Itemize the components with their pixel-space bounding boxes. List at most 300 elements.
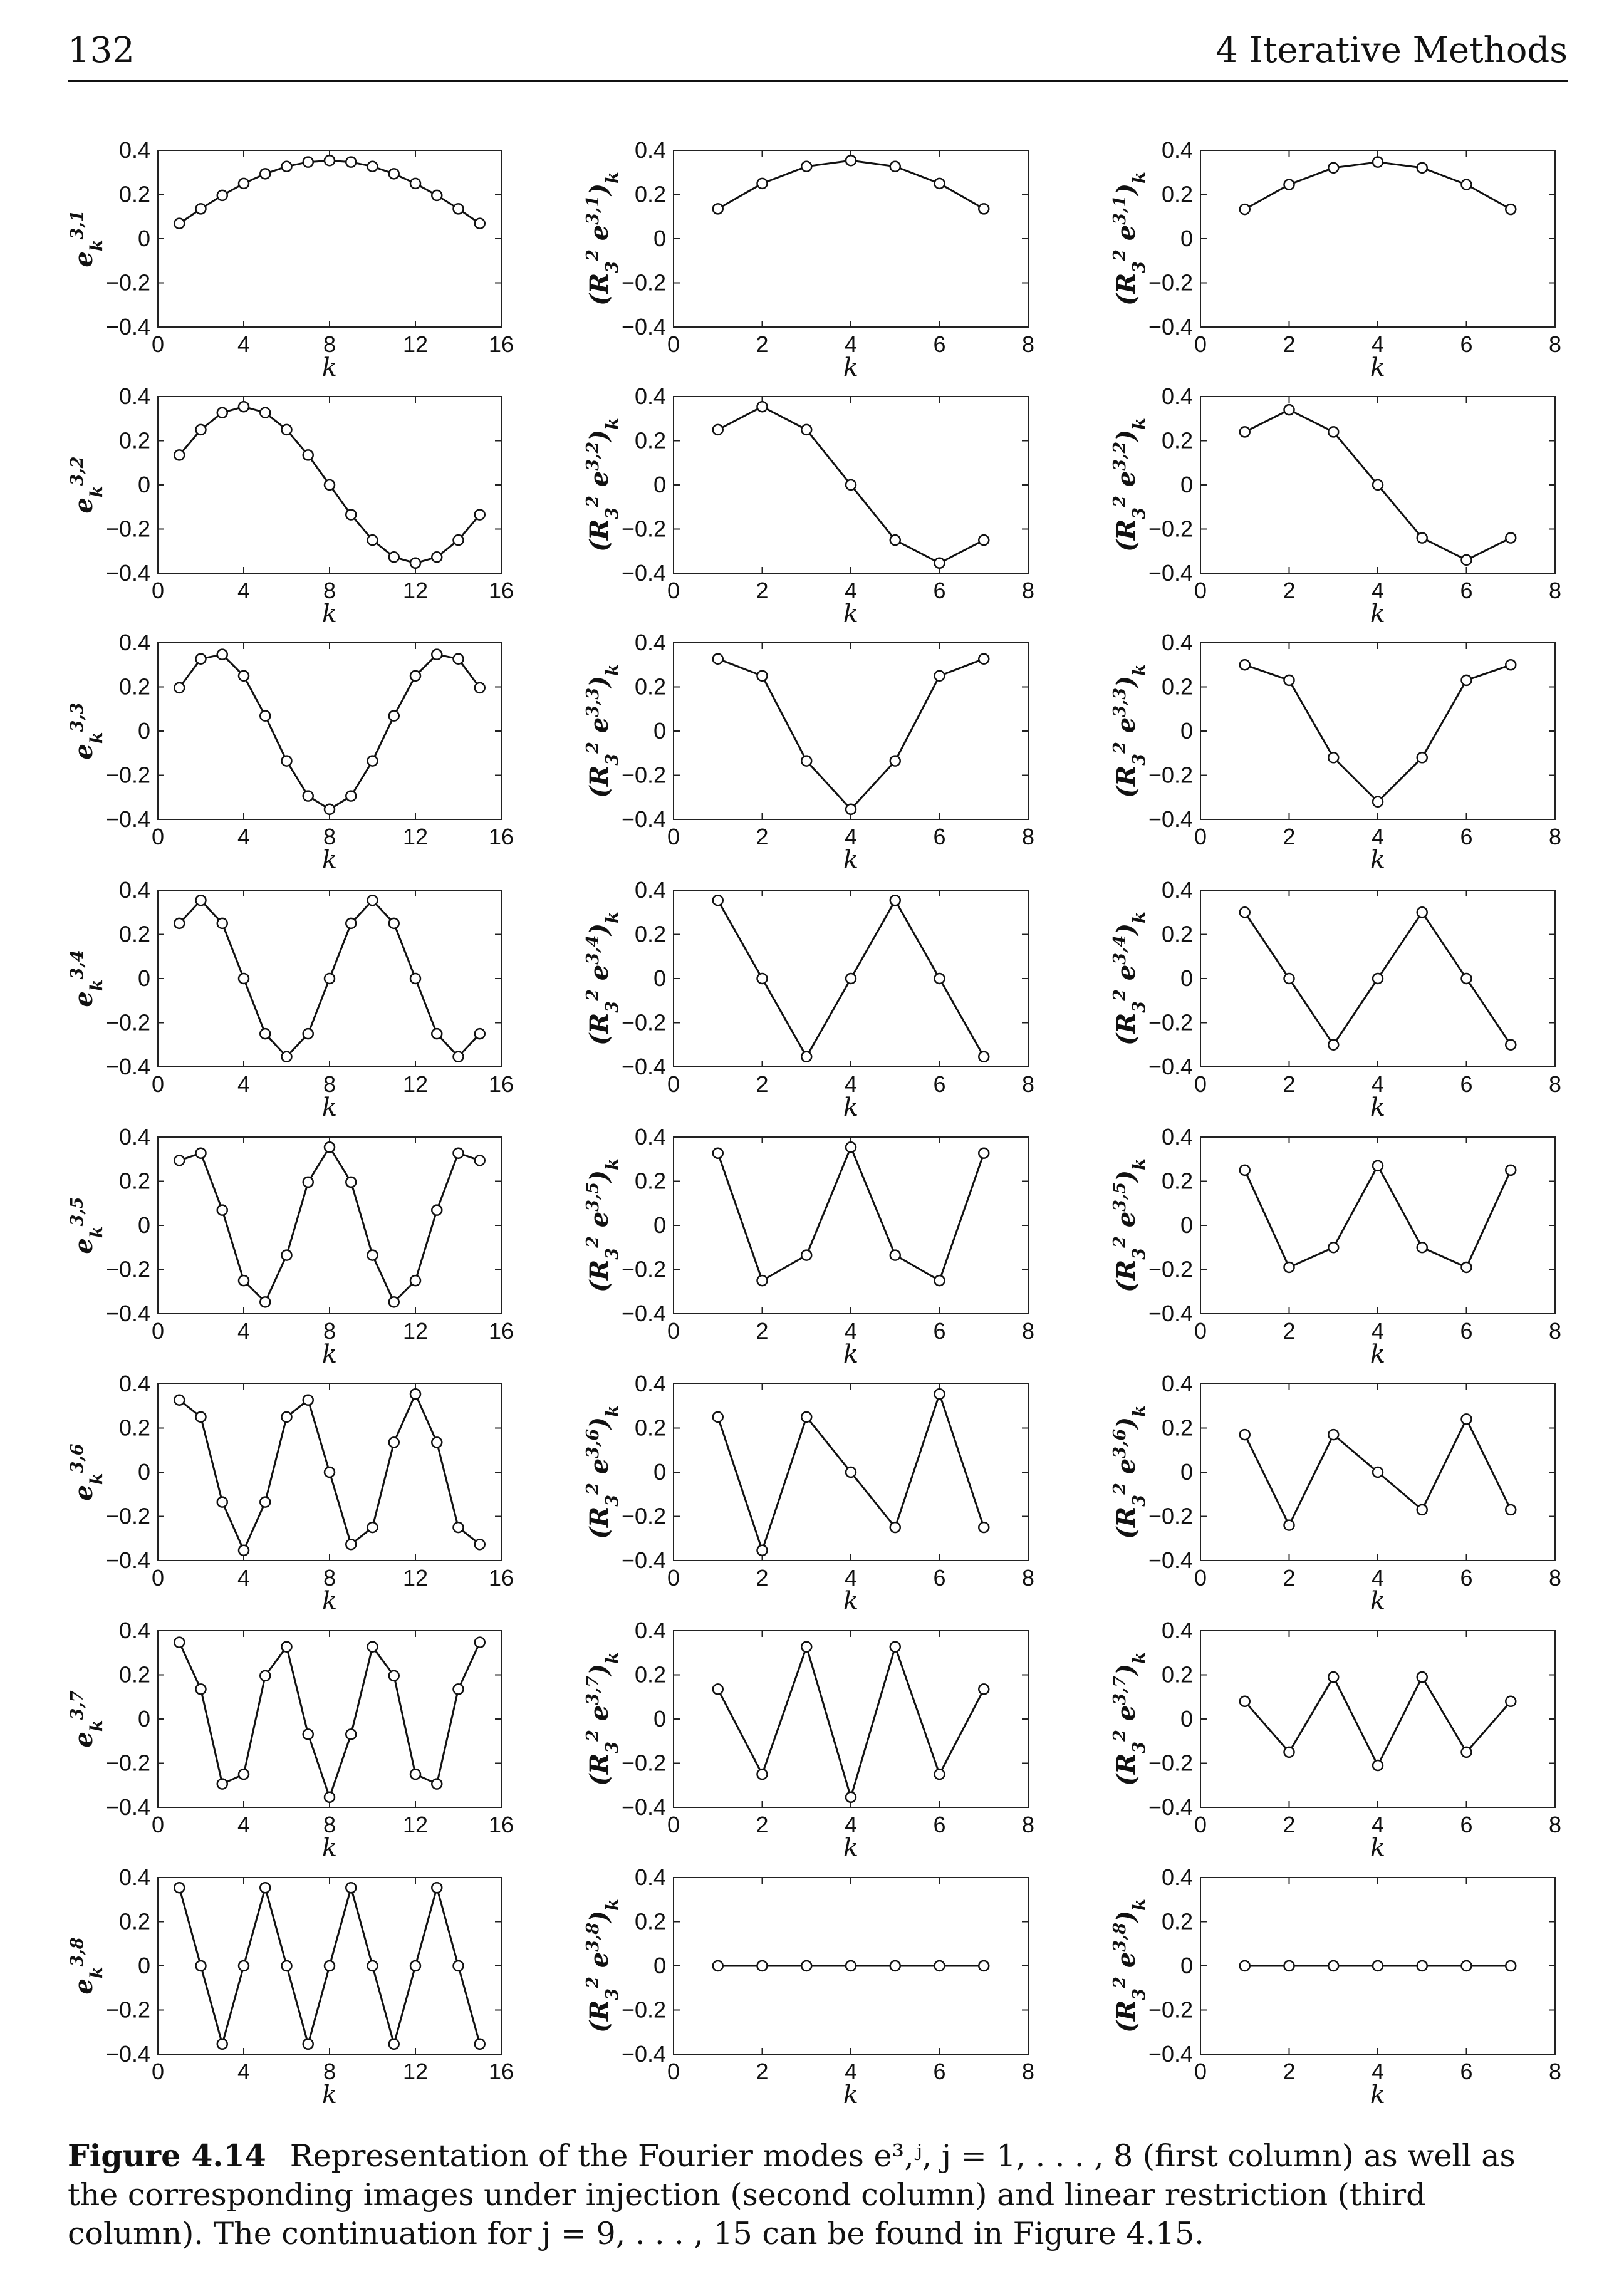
x-tick-label: 2	[1283, 1812, 1296, 1837]
chart-panel-row2-col1	[68, 383, 514, 628]
data-point	[389, 2039, 399, 2049]
x-tick-label: 8	[323, 331, 336, 357]
x-axis-label: k	[321, 600, 338, 628]
x-tick-label: 4	[1371, 331, 1385, 357]
x-tick-label: 6	[1460, 578, 1473, 603]
data-point	[346, 510, 356, 520]
x-tick-label: 2	[1283, 1071, 1296, 1097]
chart-panel-row1-col2	[583, 137, 1035, 382]
data-point	[846, 480, 856, 490]
y-axis-label: $e_k^{3,3}$	[67, 702, 107, 760]
x-tick-label: 8	[1021, 1565, 1035, 1591]
data-point	[1240, 1696, 1250, 1706]
x-tick-label: 4	[844, 1565, 858, 1591]
x-tick-label: 4	[237, 824, 251, 849]
data-point	[239, 1275, 249, 1286]
data-point	[1506, 660, 1516, 670]
x-tick-label: 6	[1460, 331, 1473, 357]
x-tick-label: 2	[1283, 1565, 1296, 1591]
data-point	[757, 402, 768, 412]
data-point	[757, 1275, 768, 1286]
data-point	[325, 480, 335, 490]
data-point	[1462, 1747, 1472, 1757]
x-tick-label: 0	[667, 331, 680, 357]
data-point	[196, 425, 206, 435]
data-point	[475, 683, 485, 693]
y-tick-label: 0	[137, 472, 150, 497]
y-tick-label: −0.4	[105, 1301, 150, 1326]
x-tick-label: 6	[1460, 1812, 1473, 1837]
data-point	[713, 1961, 723, 1971]
y-tick-label: 0	[1180, 965, 1193, 991]
data-point	[1462, 974, 1472, 984]
x-tick-label: 0	[667, 1071, 680, 1097]
x-tick-label: 8	[1548, 1071, 1562, 1097]
x-axis-label: k	[321, 1587, 338, 1616]
y-tick-label: 0.2	[118, 673, 150, 700]
x-tick-label: 0	[1194, 2059, 1207, 2084]
data-point	[1240, 660, 1250, 670]
y-tick-label: 0	[1180, 718, 1193, 744]
data-point	[1506, 1505, 1516, 1515]
data-point	[217, 1497, 227, 1507]
data-point	[1373, 974, 1383, 984]
y-tick-label: 0	[653, 1953, 666, 1978]
x-tick-label: 8	[1548, 331, 1562, 357]
chart-panel-row7-col2	[583, 1618, 1035, 1862]
x-tick-label: 4	[1371, 578, 1385, 603]
x-tick-label: 4	[237, 331, 251, 357]
data-point	[1240, 1165, 1250, 1175]
data-point	[1506, 1040, 1516, 1050]
y-tick-label: 0.2	[1161, 1415, 1193, 1441]
x-tick-label: 4	[844, 1318, 858, 1344]
x-tick-label: 8	[323, 1565, 336, 1591]
data-point	[890, 1250, 900, 1260]
data-point	[389, 918, 399, 928]
y-axis-label: $e_k^{3,2}$	[67, 456, 107, 514]
data-point	[475, 1029, 485, 1039]
y-tick-label: 0.4	[634, 383, 666, 409]
data-point	[846, 155, 856, 165]
x-axis-label: k	[1370, 353, 1386, 382]
x-tick-label: 6	[1460, 1318, 1473, 1344]
x-tick-label: 2	[1283, 824, 1296, 849]
x-tick-label: 12	[402, 1565, 429, 1591]
y-axis-label: $e_k^{3,7}$	[67, 1690, 107, 1748]
data-point	[890, 756, 900, 766]
data-point	[282, 756, 292, 766]
data-point	[1240, 427, 1250, 437]
y-tick-label: −0.4	[621, 1794, 666, 1820]
y-tick-label: 0.4	[1161, 383, 1193, 409]
data-point	[1462, 1414, 1472, 1424]
y-tick-label: −0.4	[1148, 1547, 1193, 1573]
data-point	[454, 654, 464, 664]
x-tick-label: 16	[488, 331, 514, 357]
x-tick-label: 0	[1194, 331, 1207, 357]
chart-panel-row8-col3	[1110, 1864, 1562, 2109]
y-tick-label: −0.2	[105, 1503, 150, 1529]
y-tick-label: −0.2	[1148, 1256, 1193, 1282]
data-point	[325, 804, 335, 814]
chart-panel-row6-col3	[1110, 1371, 1562, 1616]
x-tick-label: 0	[151, 578, 165, 603]
data-point	[475, 1155, 485, 1165]
x-tick-label: 4	[237, 1318, 251, 1344]
x-tick-label: 8	[323, 1318, 336, 1344]
y-tick-label: 0.2	[118, 1415, 150, 1441]
y-axis-label: ($R_3^2$ $e^{3,7})_k$	[583, 1652, 622, 1786]
x-tick-label: 8	[1021, 578, 1035, 603]
data-point	[713, 425, 723, 435]
data-point	[346, 1729, 356, 1739]
data-point	[346, 1177, 356, 1187]
plot-frame	[1200, 1631, 1555, 1807]
chart-panel-row8-col1	[68, 1864, 514, 2109]
y-axis-label: $e_k^{3,1}$	[67, 210, 107, 268]
data-point	[260, 711, 270, 721]
x-axis-label: k	[843, 1587, 859, 1616]
data-point	[1284, 675, 1294, 685]
y-tick-label: 0.4	[634, 1371, 666, 1396]
x-tick-label: 8	[323, 2059, 336, 2084]
x-tick-label: 8	[323, 1071, 336, 1097]
data-point	[1417, 752, 1427, 762]
data-point	[846, 1467, 856, 1477]
y-tick-label: −0.2	[621, 516, 666, 542]
x-axis-label: k	[843, 1834, 859, 1862]
data-point	[368, 756, 378, 766]
x-tick-label: 16	[488, 1318, 514, 1344]
data-point	[1373, 1961, 1383, 1971]
data-point	[282, 1052, 292, 1062]
x-tick-label: 0	[667, 578, 680, 603]
x-tick-label: 8	[1548, 1565, 1562, 1591]
series-line	[179, 1643, 480, 1797]
data-point	[174, 918, 184, 928]
y-tick-label: −0.2	[621, 762, 666, 788]
data-point	[260, 1029, 270, 1039]
x-axis-label: k	[843, 846, 859, 875]
x-tick-label: 2	[756, 331, 769, 357]
y-tick-label: 0	[653, 1459, 666, 1485]
y-tick-label: 0	[137, 1706, 150, 1732]
x-axis-label: k	[843, 600, 859, 628]
y-tick-label: 0.2	[634, 673, 666, 700]
data-point	[410, 1769, 420, 1779]
data-point	[432, 1205, 442, 1215]
x-tick-label: 0	[1194, 824, 1207, 849]
data-point	[757, 1545, 768, 1556]
y-tick-label: 0.2	[634, 921, 666, 947]
x-tick-label: 0	[151, 1318, 165, 1344]
data-point	[389, 169, 399, 179]
x-tick-label: 12	[402, 331, 429, 357]
y-tick-label: −0.4	[621, 1547, 666, 1573]
y-tick-label: 0	[653, 472, 666, 497]
data-point	[801, 1052, 811, 1062]
data-point	[196, 1961, 206, 1971]
x-tick-label: 2	[1283, 578, 1296, 603]
data-point	[303, 1395, 313, 1405]
series-line	[179, 1147, 480, 1302]
data-point	[475, 2039, 485, 2049]
data-point	[454, 1148, 464, 1158]
data-point	[1240, 204, 1250, 214]
x-tick-label: 8	[1021, 1812, 1035, 1837]
data-point	[174, 450, 184, 460]
plot-frame	[158, 150, 501, 327]
x-tick-label: 8	[1021, 824, 1035, 849]
y-tick-label: −0.2	[1148, 516, 1193, 542]
data-point	[325, 1467, 335, 1477]
data-point	[801, 756, 811, 766]
x-axis-label: k	[321, 1340, 338, 1369]
data-point	[454, 535, 464, 545]
y-axis-label: ($R_3^2$ $e^{3,4})_k$	[583, 912, 622, 1046]
y-tick-label: 0.4	[118, 1864, 150, 1890]
x-tick-label: 12	[402, 578, 429, 603]
data-point	[890, 1642, 900, 1652]
y-tick-label: 0.4	[1161, 1371, 1193, 1396]
data-point	[432, 190, 442, 200]
data-point	[935, 974, 945, 984]
data-point	[801, 162, 811, 172]
data-point	[1373, 480, 1383, 490]
series-line	[718, 659, 984, 809]
y-axis-label: ($R_3^2$ $e^{3,3})_k$	[1110, 664, 1149, 798]
y-tick-label: 0.2	[634, 1415, 666, 1441]
x-tick-label: 8	[1548, 2059, 1562, 2084]
y-tick-label: 0.4	[634, 137, 666, 163]
x-tick-label: 0	[667, 2059, 680, 2084]
y-tick-label: 0.2	[634, 427, 666, 454]
data-point	[1462, 1961, 1472, 1971]
x-tick-label: 4	[237, 2059, 251, 2084]
y-tick-label: −0.4	[105, 560, 150, 586]
y-tick-label: 0	[137, 1953, 150, 1978]
data-point	[1506, 1165, 1516, 1175]
data-point	[1328, 1430, 1338, 1440]
y-tick-label: −0.4	[621, 560, 666, 586]
x-tick-label: 0	[667, 1318, 680, 1344]
data-point	[1328, 1672, 1338, 1682]
data-point	[935, 1275, 945, 1286]
y-tick-label: 0.4	[634, 1864, 666, 1890]
y-axis-label: ($R_3^2$ $e^{3,6})_k$	[583, 1405, 622, 1539]
data-point	[282, 1642, 292, 1652]
y-tick-label: −0.4	[105, 2041, 150, 2067]
x-tick-label: 16	[488, 578, 514, 603]
chart-panel-row3-col3	[1110, 630, 1562, 875]
data-point	[757, 179, 768, 189]
y-tick-label: 0.2	[118, 427, 150, 454]
x-tick-label: 12	[402, 824, 429, 849]
y-axis-label: ($R_3^2$ $e^{3,3})_k$	[583, 664, 622, 798]
data-point	[1506, 204, 1516, 214]
y-axis-label: $e_k^{3,4}$	[67, 950, 107, 1007]
plot-frame	[158, 1631, 501, 1807]
data-point	[846, 804, 856, 814]
data-point	[282, 162, 292, 172]
x-axis-label: k	[321, 2080, 338, 2109]
x-tick-label: 2	[1283, 2059, 1296, 2084]
data-point	[325, 1961, 335, 1971]
data-point	[979, 204, 989, 214]
data-point	[979, 535, 989, 545]
data-point	[1328, 1242, 1338, 1252]
data-point	[1284, 1961, 1294, 1971]
x-tick-label: 16	[488, 824, 514, 849]
data-point	[1284, 974, 1294, 984]
chart-panel-row6-col2	[583, 1371, 1035, 1616]
x-tick-label: 4	[1371, 1318, 1385, 1344]
chart-panel-row5-col1	[68, 1124, 514, 1369]
chart-panel-row2-col2	[583, 383, 1035, 628]
y-axis-label: $e_k^{3,6}$	[67, 1443, 107, 1501]
y-tick-label: 0	[1180, 1706, 1193, 1732]
x-axis-label: k	[843, 1093, 859, 1122]
x-tick-label: 2	[756, 1565, 769, 1591]
y-tick-label: 0	[653, 965, 666, 991]
data-point	[1328, 427, 1338, 437]
x-tick-label: 8	[1021, 1318, 1035, 1344]
data-point	[935, 671, 945, 681]
x-tick-label: 0	[1194, 1071, 1207, 1097]
data-point	[1506, 1696, 1516, 1706]
y-tick-label: 0.4	[118, 1124, 150, 1150]
y-tick-label: 0.4	[634, 1124, 666, 1150]
y-tick-label: −0.4	[105, 1794, 150, 1820]
x-tick-label: 6	[933, 1318, 946, 1344]
y-axis-label: ($R_3^2$ $e^{3,8})_k$	[1110, 1899, 1149, 2033]
data-point	[757, 974, 768, 984]
x-tick-label: 6	[933, 2059, 946, 2084]
x-axis-label: k	[1370, 1093, 1386, 1122]
y-tick-label: 0.2	[118, 1661, 150, 1688]
y-tick-label: 0	[137, 1212, 150, 1238]
y-tick-label: −0.4	[1148, 1301, 1193, 1326]
data-point	[1417, 1505, 1427, 1515]
data-point	[368, 1522, 378, 1532]
x-tick-label: 4	[237, 1071, 251, 1097]
plot-frame	[674, 643, 1028, 819]
data-point	[1373, 797, 1383, 807]
x-axis-label: k	[843, 1340, 859, 1369]
y-tick-label: −0.2	[105, 762, 150, 788]
x-tick-label: 4	[1371, 1812, 1385, 1837]
data-point	[325, 1142, 335, 1152]
data-point	[346, 918, 356, 928]
data-point	[713, 1412, 723, 1422]
y-tick-label: −0.2	[621, 269, 666, 296]
data-point	[979, 1148, 989, 1158]
data-point	[432, 1779, 442, 1789]
data-point	[1373, 1760, 1383, 1770]
y-tick-label: 0	[653, 226, 666, 251]
data-point	[196, 895, 206, 905]
data-point	[801, 1961, 811, 1971]
y-tick-label: 0	[1180, 1212, 1193, 1238]
data-point	[846, 974, 856, 984]
x-tick-label: 2	[756, 1071, 769, 1097]
y-tick-label: 0	[1180, 1459, 1193, 1485]
x-tick-label: 8	[1548, 1812, 1562, 1837]
y-tick-label: −0.2	[621, 1997, 666, 2023]
chapter-title: 4 Iterative Methods	[1215, 30, 1568, 71]
data-point	[713, 654, 723, 664]
y-tick-label: 0	[1180, 226, 1193, 251]
data-point	[260, 1497, 270, 1507]
data-point	[757, 1961, 768, 1971]
data-point	[757, 671, 768, 681]
data-point	[1240, 1430, 1250, 1440]
figure-caption	[68, 2136, 1568, 2253]
y-tick-label: −0.4	[621, 806, 666, 832]
data-point	[713, 204, 723, 214]
y-tick-label: 0.4	[118, 383, 150, 409]
chart-panel-row8-col2	[583, 1864, 1035, 2109]
x-tick-label: 0	[151, 824, 165, 849]
x-tick-label: 4	[844, 1071, 858, 1097]
x-tick-label: 6	[1460, 2059, 1473, 2084]
data-point	[196, 1684, 206, 1694]
y-axis-label: ($R_3^2$ $e^{3,2})_k$	[583, 418, 622, 552]
chart-panel-row5-col2	[583, 1124, 1035, 1369]
y-tick-label: 0	[137, 718, 150, 744]
y-tick-label: 0	[137, 965, 150, 991]
data-point	[303, 2039, 313, 2049]
y-tick-label: 0	[1180, 1953, 1193, 1978]
data-point	[368, 162, 378, 172]
data-point	[475, 1539, 485, 1549]
data-point	[239, 1545, 249, 1556]
y-tick-label: 0.4	[1161, 1864, 1193, 1890]
y-tick-label: −0.4	[1148, 560, 1193, 586]
y-tick-label: 0.2	[118, 1168, 150, 1194]
x-tick-label: 6	[933, 578, 946, 603]
y-tick-label: −0.2	[105, 1009, 150, 1036]
data-point	[846, 1142, 856, 1152]
data-point	[432, 552, 442, 562]
y-tick-label: −0.4	[105, 1547, 150, 1573]
x-tick-label: 4	[237, 1812, 251, 1837]
y-tick-label: −0.4	[1148, 314, 1193, 340]
data-point	[389, 1297, 399, 1307]
data-point	[1328, 1961, 1338, 1971]
data-point	[346, 1539, 356, 1549]
data-point	[410, 1961, 420, 1971]
y-tick-label: −0.4	[1148, 1054, 1193, 1079]
data-point	[303, 450, 313, 460]
x-tick-label: 2	[756, 2059, 769, 2084]
y-tick-label: −0.2	[105, 516, 150, 542]
data-point	[174, 219, 184, 229]
y-tick-label: 0	[653, 1706, 666, 1732]
data-point	[475, 510, 485, 520]
y-axis-label: ($R_3^2$ $e^{3,2})_k$	[1110, 418, 1149, 552]
data-point	[303, 157, 313, 167]
data-point	[713, 1148, 723, 1158]
data-point	[217, 650, 227, 660]
y-tick-label: −0.2	[1148, 762, 1193, 788]
data-point	[1417, 1242, 1427, 1252]
caption-text: Representation of the Fourier modes e³,ʲ, j = 1, . . . , 8 (first column) as well as the corresponding images under injection (second column) and linear restriction (third column). The continuation for j = 9, . . . , 15 can be found in Figure 4.15.	[68, 2138, 1516, 2252]
x-tick-label: 0	[1194, 1812, 1207, 1837]
data-point	[196, 1412, 206, 1422]
data-point	[1284, 1520, 1294, 1530]
